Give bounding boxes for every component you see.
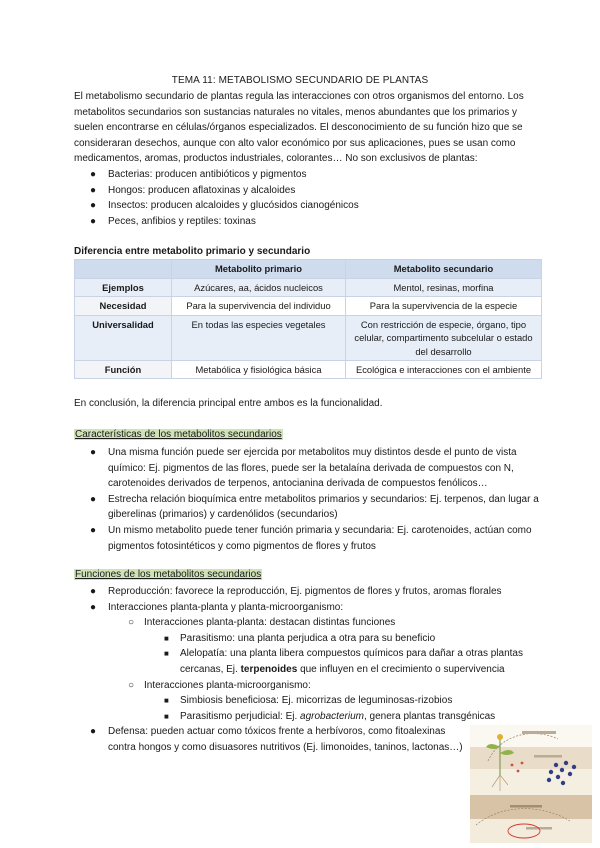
list-item: ● Reproducción: favorece la reproducción, Ej. pigmentos de flores y frutos, aromas florales [90, 586, 502, 597]
page-title: TEMA 11: METABOLISMO SECUNDARIO DE PLANTAS [171, 75, 429, 86]
table-cell: Metabólica y fisiológica básica [172, 361, 346, 379]
intro-paragraph: El metabolismo secundario de plantas regula las interacciones con otros organismos del entorno. Los metabolitos secundarios son sustancias naturales no vitales, menos abundantes que los primarios y suelen encontrarse en células/órganos especializados. El desconocimiento de su función hizo que se consideraran desechos, aunque con alto valor económico por sus aplicaciones, pues se usan como medicamentos, aromas, productos industriales, colorantes… No son exclusivos de plantas: [74, 91, 524, 165]
table-cell: Ecológica e interacciones con el ambiente [346, 361, 542, 379]
conclusion-text: En conclusión, la diferencia principal entre ambos es la funcionalidad. [74, 398, 383, 409]
table-row-label: Ejemplos [75, 279, 172, 297]
list-item: ■ Simbiosis beneficiosa: Ej. micorrizas de leguminosas-rizobios [164, 695, 453, 707]
list-item: ● Insectos: producen alcaloides y glucósidos cianogénicos [90, 200, 359, 212]
list-item: ■ Parasitismo perjudicial: Ej. agrobacterium, genera plantas transgénicas [164, 710, 496, 722]
list-item: ● Hongos: producen aflatoxinas y alcaloides [90, 184, 296, 196]
characteristics-list [74, 445, 544, 554]
list-item: ○ Interacciones planta-planta: destacan distintas funciones [128, 617, 396, 629]
soil-band-base [470, 819, 592, 843]
table-row [75, 361, 542, 379]
table-cell: Mentol, resinas, morfina [346, 279, 542, 297]
table-cell: Para la supervivencia del individuo [172, 297, 346, 315]
chemical-dot-icon [511, 764, 514, 767]
list-item: ● Peces, anfibios y reptiles: toxinas [90, 215, 256, 227]
comparison-table [74, 259, 542, 379]
table-cell: Para la supervivencia de la especie [346, 297, 542, 315]
list-item: ● Defensa: pueden actuar como tóxicos frente a herbívoros, como fitoalexinas contra hongos y como disuasores nutritivos (Ej. limonoides, taninos, lactonas…) [90, 726, 463, 753]
chemical-dot-icon [517, 770, 520, 773]
list-item: ● Interacciones planta-planta y planta-microorganismo: [90, 601, 344, 613]
table-row-label: Universalidad [75, 315, 172, 360]
list-item: ● Una misma función puede ser ejercida por metabolitos muy distintos desde el punto de vista químico: Ej. pigmentos de las flores, puede ser la betalaína derivada de compuestos con N, carotenoides derivados de terpenos, antocianina derivada de compuestos fenólicos… [90, 447, 517, 490]
table-cell: En todas las especies vegetales [172, 315, 346, 360]
list-item: ● Bacterias: producen antibióticos y pigmentos [90, 169, 307, 180]
list-item: ○ Interacciones planta-microorganismo: [128, 679, 311, 691]
table-header-row [75, 260, 542, 279]
table-header-secondary: Metabolito secundario [346, 260, 542, 279]
section-heading-functions: Funciones de los metabolitos secundarios [75, 569, 262, 580]
list-item: ● Un mismo metabolito puede tener función primaria y secundaria: Ej. carotenoides, actúan como pigmentos fotosintéticos y como pigmentos de flores y frutos [90, 524, 532, 552]
table-header-primary: Metabolito primario [172, 260, 346, 279]
table-cell: Azúcares, aa, ácidos nucleicos [172, 279, 346, 297]
list-item: ● Estrecha relación bioquímica entre metabolitos primarios y secundarios: Ej. terpenos, dan lugar a giberelinas (primarios) y cardenólidos (secundarios) [90, 493, 539, 521]
plant-interactions-illustration [470, 725, 592, 843]
table-heading: Diferencia entre metabolito primario y secundario [74, 246, 311, 257]
soil-band-middle [470, 769, 592, 795]
table-row [75, 279, 542, 297]
intro-bullet-list [74, 167, 544, 229]
table-row [75, 315, 542, 360]
list-item: ■ Parasitismo: una planta perjudica a otra para su beneficio [164, 632, 436, 644]
chemical-dot-icon [521, 762, 524, 765]
table-row [75, 297, 542, 315]
table-row-label: Necesidad [75, 297, 172, 315]
table-cell: Con restricción de especie, órgano, tipo celular, compartimento subcelular o estado del desarrollo [346, 315, 542, 360]
section-heading-characteristics: Características de los metabolitos secundarios [75, 429, 282, 440]
list-item: ■ Alelopatía: una planta libera compuestos químicos para dañar a otras plantas cercanas, Ej. terpenoides que influyen en el crecimiento o supervivencia [164, 648, 523, 675]
table-header-empty [75, 260, 172, 279]
table-row-label: Función [75, 361, 172, 379]
